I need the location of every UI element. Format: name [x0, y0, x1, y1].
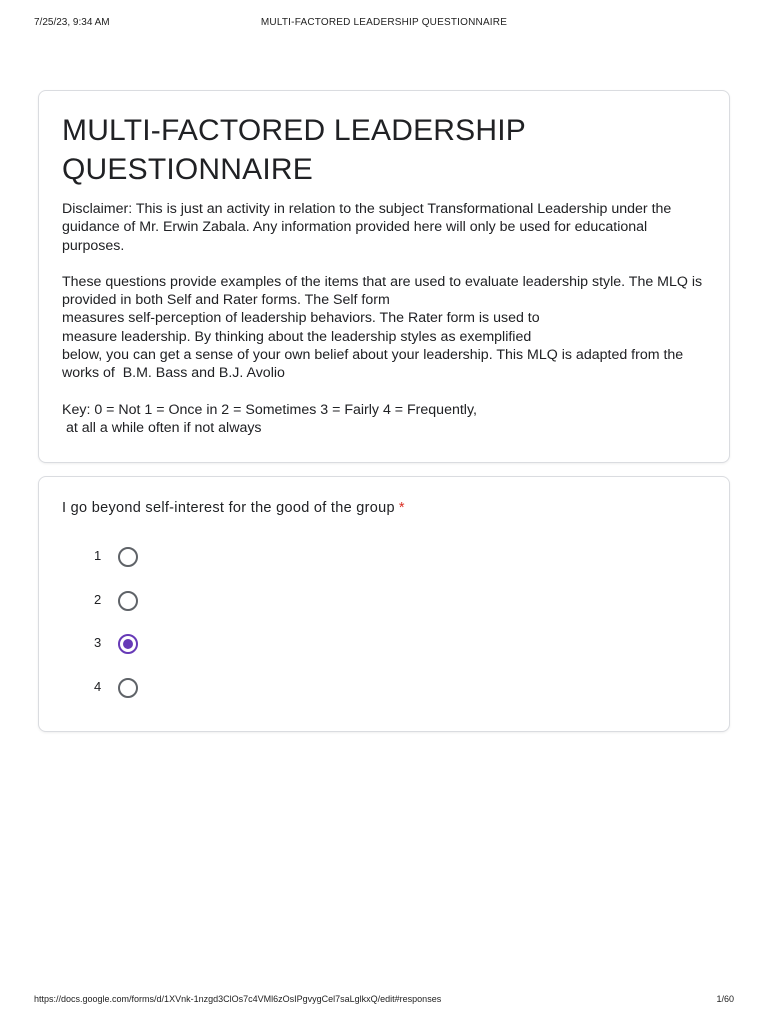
- description-line: measures self-perception of leadership behaviors. The Rater form is used to: [62, 310, 540, 327]
- key-line: at all a while often if not always: [62, 419, 262, 436]
- radio-button[interactable]: [118, 678, 138, 698]
- question-card: [38, 476, 730, 732]
- radio-button[interactable]: [118, 591, 138, 611]
- radio-button-selected[interactable]: [118, 634, 138, 654]
- print-footer: [0, 994, 768, 1008]
- radio-option-label: 4: [94, 679, 102, 694]
- print-header: [0, 17, 768, 31]
- form-title: MULTI-FACTORED LEADERSHIP QUESTIONNAIRE: [62, 114, 526, 186]
- print-url: https://docs.google.com/forms/d/1XVnk-1nzgd3ClOs7c4VMl6zOsIPgvygCel7saLglkxQ/edit#responses: [34, 994, 442, 1004]
- key-line: Key: 0 = Not 1 = Once in 2 = Sometimes 3 = Fairly 4 = Frequently,: [62, 401, 477, 418]
- question-text: I go beyond self-interest for the good of the group: [62, 500, 395, 516]
- description-line: below, you can get a sense of your own belief about your leadership. This MLQ is adapted from the works of B.M. Bass and B.J. Avolio: [62, 347, 688, 382]
- print-page-title: MULTI-FACTORED LEADERSHIP QUESTIONNAIRE: [260, 17, 508, 28]
- form-header-card: [38, 90, 730, 463]
- paragraph-gap: [62, 255, 708, 273]
- radio-option-2[interactable]: [94, 590, 294, 612]
- radio-option-label: 1: [94, 548, 102, 563]
- radio-option-label: 3: [94, 635, 102, 650]
- radio-option-1[interactable]: [94, 546, 294, 568]
- form-description: [62, 200, 708, 437]
- radio-option-4[interactable]: [94, 677, 294, 699]
- paragraph-gap: [62, 383, 708, 401]
- radio-option-label: 2: [94, 592, 102, 607]
- disclaimer-text: Disclaimer: This is just an activity in relation to the subject Transformational Leadership under the guidance of Mr. Erwin Zabala. Any information provided here will only be used for educational purposes.: [62, 201, 676, 254]
- print-datetime: 7/25/23, 9:34 AM: [34, 17, 110, 28]
- question-title: [62, 500, 405, 516]
- required-asterisk: *: [398, 500, 405, 516]
- radio-button[interactable]: [118, 547, 138, 567]
- radio-option-3[interactable]: [94, 633, 294, 655]
- print-page-number: 1/60: [716, 994, 734, 1004]
- description-line: measure leadership. By thinking about the leadership styles as exemplified: [62, 328, 532, 345]
- description-line: These questions provide examples of the items that are used to evaluate leadership style. The MLQ is provided in both Self and Rater forms. The Self form: [62, 273, 707, 309]
